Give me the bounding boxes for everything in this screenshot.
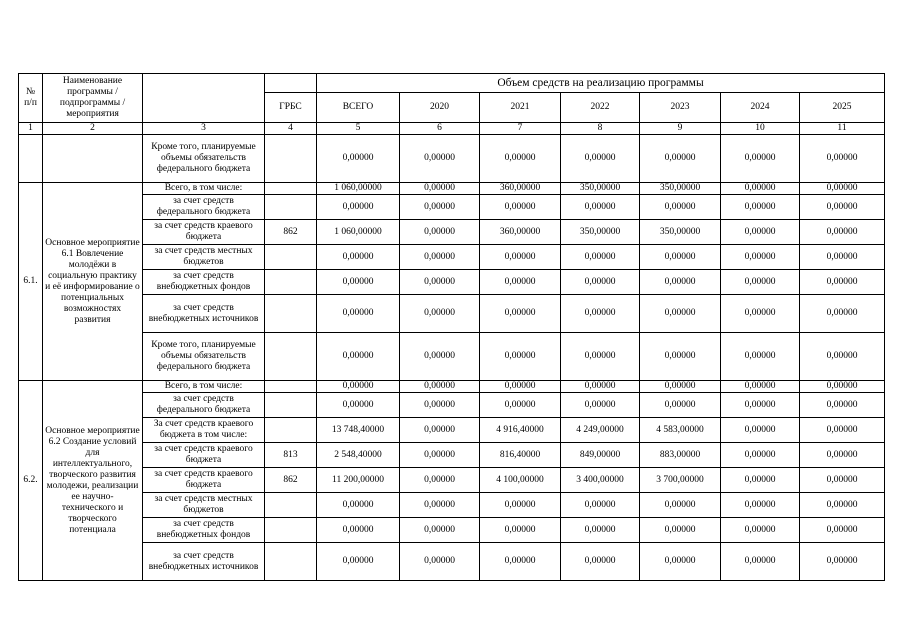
row-grbs <box>265 518 317 543</box>
value-cell: 0,00000 <box>400 220 480 245</box>
row-description: за счет средств краевого бюджета <box>143 220 265 245</box>
value-cell: 4 916,40000 <box>480 418 561 443</box>
value-cell: 0,00000 <box>561 543 640 581</box>
index-cell: 9 <box>640 123 721 135</box>
value-cell: 0,00000 <box>800 333 885 381</box>
table-row <box>19 468 885 493</box>
value-cell: 0,00000 <box>721 443 800 468</box>
value-cell: 0,00000 <box>721 220 800 245</box>
section-name: Основное мероприятие 6.2 Создание условий для интеллектуального, творческого развития молодежи, реализации ее научно-технического и творческого потенциала <box>43 381 143 581</box>
value-cell: 0,00000 <box>317 333 400 381</box>
value-cell: 0,00000 <box>480 195 561 220</box>
table-row <box>19 381 885 393</box>
index-cell: 5 <box>317 123 400 135</box>
value-cell: 0,00000 <box>400 518 480 543</box>
value-cell: 0,00000 <box>800 543 885 581</box>
value-cell: 0,00000 <box>561 195 640 220</box>
value-cell: 0,00000 <box>400 245 480 270</box>
value-cell: 0,00000 <box>640 381 721 393</box>
value-cell: 0,00000 <box>400 443 480 468</box>
value-cell: 0,00000 <box>800 493 885 518</box>
row-description: за счет средств внебюджетных фондов <box>143 270 265 295</box>
budget-table <box>18 73 885 581</box>
value-cell: 0,00000 <box>317 493 400 518</box>
value-cell: 0,00000 <box>640 195 721 220</box>
value-cell: 0,00000 <box>480 393 561 418</box>
row-grbs <box>265 381 317 393</box>
value-cell: 4 583,00000 <box>640 418 721 443</box>
index-cell: 10 <box>721 123 800 135</box>
value-cell: 0,00000 <box>400 135 480 183</box>
value-cell: 3 700,00000 <box>640 468 721 493</box>
value-cell: 0,00000 <box>480 270 561 295</box>
row-description: за счет средств федерального бюджета <box>143 393 265 418</box>
value-cell: 0,00000 <box>400 333 480 381</box>
value-cell: 4 100,00000 <box>480 468 561 493</box>
value-cell: 1 060,00000 <box>317 220 400 245</box>
row-grbs <box>265 295 317 333</box>
section-name: Основное мероприятие 6.1 Вовлечение молодёжи в социальную практику и её информирование о потенциальных возможностях развития <box>43 183 143 381</box>
table-row <box>19 518 885 543</box>
value-cell: 0,00000 <box>721 135 800 183</box>
num-cell-empty <box>19 135 43 183</box>
value-cell: 350,00000 <box>561 220 640 245</box>
value-cell: 0,00000 <box>400 468 480 493</box>
value-cell: 0,00000 <box>561 333 640 381</box>
value-cell: 0,00000 <box>721 245 800 270</box>
value-cell: 0,00000 <box>640 493 721 518</box>
value-cell: 0,00000 <box>561 135 640 183</box>
header-year: 2025 <box>800 93 885 123</box>
value-cell: 350,00000 <box>640 183 721 195</box>
value-cell: 0,00000 <box>640 245 721 270</box>
value-cell: 0,00000 <box>800 518 885 543</box>
value-cell: 0,00000 <box>640 270 721 295</box>
value-cell: 0,00000 <box>721 518 800 543</box>
section-number: 6.2. <box>19 381 43 581</box>
value-cell: 0,00000 <box>721 493 800 518</box>
value-cell: 3 400,00000 <box>561 468 640 493</box>
header-volume-title: Объем средств на реализацию программы <box>317 74 885 93</box>
row-grbs <box>265 270 317 295</box>
row-description: Кроме того, планируемые объемы обязательств федерального бюджета <box>143 333 265 381</box>
value-cell: 0,00000 <box>640 135 721 183</box>
index-cell: 6 <box>400 123 480 135</box>
header-row-1 <box>19 74 885 93</box>
header-year: 2021 <box>480 93 561 123</box>
header-num: № п/п <box>19 74 43 123</box>
value-cell: 0,00000 <box>640 333 721 381</box>
row-grbs <box>265 333 317 381</box>
row-grbs: 862 <box>265 220 317 245</box>
value-cell: 0,00000 <box>480 135 561 183</box>
value-cell: 0,00000 <box>721 195 800 220</box>
value-cell: 0,00000 <box>400 543 480 581</box>
value-cell: 4 249,00000 <box>561 418 640 443</box>
row-description: За счет средств краевого бюджета в том числе: <box>143 418 265 443</box>
value-cell: 0,00000 <box>721 381 800 393</box>
value-cell: 0,00000 <box>721 333 800 381</box>
row-description: Всего, в том числе: <box>143 183 265 195</box>
value-cell: 0,00000 <box>480 295 561 333</box>
value-cell: 1 060,00000 <box>317 183 400 195</box>
value-cell: 0,00000 <box>317 245 400 270</box>
value-cell: 0,00000 <box>400 418 480 443</box>
value-cell: 0,00000 <box>800 245 885 270</box>
value-cell: 0,00000 <box>800 443 885 468</box>
index-cell: 11 <box>800 123 885 135</box>
value-cell: 883,00000 <box>640 443 721 468</box>
header-year: 2022 <box>561 93 640 123</box>
value-cell: 0,00000 <box>400 381 480 393</box>
index-cell: 1 <box>19 123 43 135</box>
table-row <box>19 135 885 183</box>
row-description: Кроме того, планируемые объемы обязательств федерального бюджета <box>143 135 265 183</box>
header-year: 2024 <box>721 93 800 123</box>
row-grbs: 813 <box>265 443 317 468</box>
table-row <box>19 333 885 381</box>
table-row <box>19 418 885 443</box>
row-grbs <box>265 393 317 418</box>
row-description: за счет средств краевого бюджета <box>143 443 265 468</box>
value-cell: 0,00000 <box>800 135 885 183</box>
header-grbs: ГРБС <box>265 93 317 123</box>
value-cell: 0,00000 <box>800 183 885 195</box>
value-cell: 0,00000 <box>561 393 640 418</box>
value-cell: 0,00000 <box>561 270 640 295</box>
value-cell: 0,00000 <box>400 393 480 418</box>
value-cell: 0,00000 <box>640 295 721 333</box>
value-cell: 360,00000 <box>480 220 561 245</box>
value-cell: 0,00000 <box>400 270 480 295</box>
header-year: 2020 <box>400 93 480 123</box>
row-description: за счет средств местных бюджетов <box>143 493 265 518</box>
row-description: за счет средств внебюджетных источников <box>143 295 265 333</box>
value-cell: 0,00000 <box>721 183 800 195</box>
index-cell: 8 <box>561 123 640 135</box>
value-cell: 0,00000 <box>640 393 721 418</box>
value-cell: 0,00000 <box>317 295 400 333</box>
row-grbs <box>265 245 317 270</box>
value-cell: 0,00000 <box>561 493 640 518</box>
row-description: за счет средств внебюджетных фондов <box>143 518 265 543</box>
table-row <box>19 220 885 245</box>
value-cell: 0,00000 <box>480 493 561 518</box>
value-cell: 0,00000 <box>480 333 561 381</box>
table-row <box>19 183 885 195</box>
value-cell: 0,00000 <box>317 135 400 183</box>
value-cell: 0,00000 <box>480 381 561 393</box>
value-cell: 0,00000 <box>400 493 480 518</box>
value-cell: 0,00000 <box>480 543 561 581</box>
value-cell: 0,00000 <box>317 393 400 418</box>
table-row <box>19 195 885 220</box>
row-grbs <box>265 183 317 195</box>
index-row <box>19 123 885 135</box>
value-cell: 0,00000 <box>561 518 640 543</box>
table-row <box>19 443 885 468</box>
value-cell: 0,00000 <box>480 518 561 543</box>
value-cell: 0,00000 <box>800 418 885 443</box>
value-cell: 0,00000 <box>317 195 400 220</box>
value-cell: 0,00000 <box>721 270 800 295</box>
table-body <box>19 74 885 581</box>
value-cell: 0,00000 <box>721 295 800 333</box>
row-grbs: 862 <box>265 468 317 493</box>
value-cell: 0,00000 <box>800 295 885 333</box>
header-grbs-top <box>265 74 317 93</box>
value-cell: 350,00000 <box>561 183 640 195</box>
name-cell-empty <box>43 135 143 183</box>
row-description: за счет средств федерального бюджета <box>143 195 265 220</box>
value-cell: 0,00000 <box>640 518 721 543</box>
value-cell: 0,00000 <box>721 468 800 493</box>
value-cell: 0,00000 <box>317 543 400 581</box>
table-row <box>19 493 885 518</box>
header-col3 <box>143 74 265 123</box>
row-grbs <box>265 195 317 220</box>
value-cell: 0,00000 <box>800 220 885 245</box>
value-cell: 360,00000 <box>480 183 561 195</box>
value-cell: 0,00000 <box>317 518 400 543</box>
value-cell: 11 200,00000 <box>317 468 400 493</box>
value-cell: 350,00000 <box>640 220 721 245</box>
value-cell: 0,00000 <box>561 245 640 270</box>
value-cell: 0,00000 <box>480 245 561 270</box>
row-grbs <box>265 543 317 581</box>
value-cell: 0,00000 <box>400 183 480 195</box>
value-cell: 13 748,40000 <box>317 418 400 443</box>
value-cell: 0,00000 <box>721 418 800 443</box>
value-cell: 0,00000 <box>400 195 480 220</box>
table-row <box>19 543 885 581</box>
value-cell: 0,00000 <box>800 468 885 493</box>
header-year: 2023 <box>640 93 721 123</box>
row-grbs <box>265 135 317 183</box>
value-cell: 0,00000 <box>561 295 640 333</box>
value-cell: 0,00000 <box>561 381 640 393</box>
table-row <box>19 270 885 295</box>
value-cell: 0,00000 <box>640 543 721 581</box>
value-cell: 816,40000 <box>480 443 561 468</box>
value-cell: 0,00000 <box>400 295 480 333</box>
value-cell: 2 548,40000 <box>317 443 400 468</box>
value-cell: 0,00000 <box>800 270 885 295</box>
index-cell: 4 <box>265 123 317 135</box>
value-cell: 0,00000 <box>800 381 885 393</box>
header-total: ВСЕГО <box>317 93 400 123</box>
row-grbs <box>265 493 317 518</box>
value-cell: 0,00000 <box>317 270 400 295</box>
row-description: за счет средств краевого бюджета <box>143 468 265 493</box>
table-row <box>19 295 885 333</box>
value-cell: 0,00000 <box>800 195 885 220</box>
table-row <box>19 393 885 418</box>
table-row <box>19 245 885 270</box>
row-grbs <box>265 418 317 443</box>
section-number: 6.1. <box>19 183 43 381</box>
index-cell: 3 <box>143 123 265 135</box>
index-cell: 7 <box>480 123 561 135</box>
value-cell: 0,00000 <box>721 393 800 418</box>
row-description: за счет средств местных бюджетов <box>143 245 265 270</box>
value-cell: 849,00000 <box>561 443 640 468</box>
value-cell: 0,00000 <box>800 393 885 418</box>
row-description: Всего, в том числе: <box>143 381 265 393</box>
row-description: за счет средств внебюджетных источников <box>143 543 265 581</box>
value-cell: 0,00000 <box>721 543 800 581</box>
value-cell: 0,00000 <box>317 381 400 393</box>
header-name: Наименование программы / подпрограммы / мероприятия <box>43 74 143 123</box>
index-cell: 2 <box>43 123 143 135</box>
